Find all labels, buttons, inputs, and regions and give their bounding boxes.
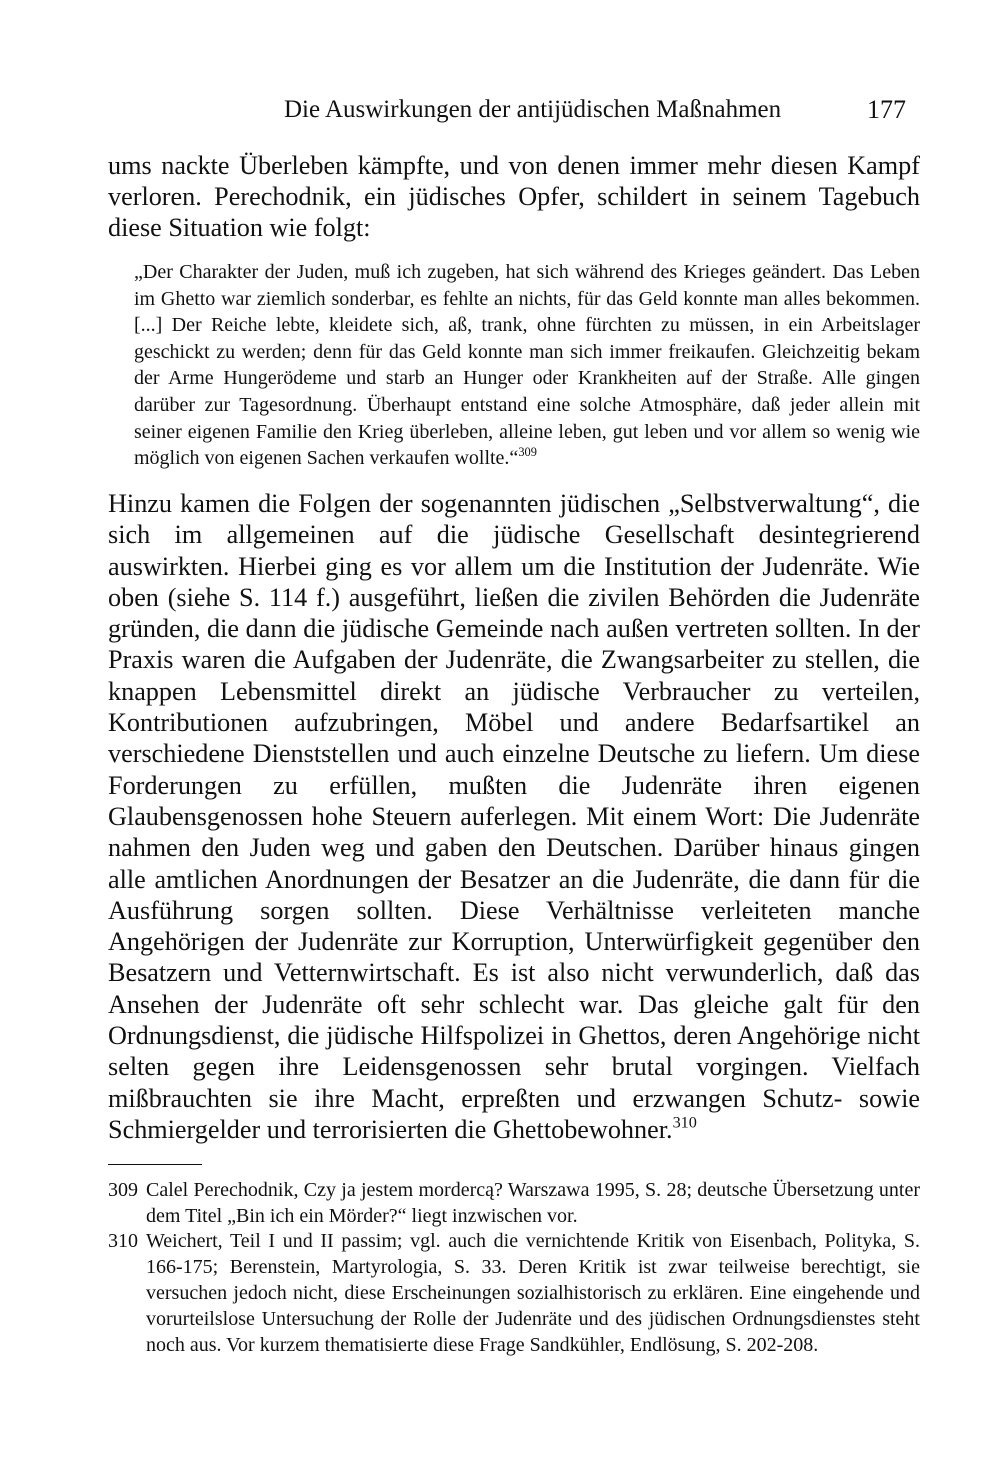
main-paragraph xyxy=(108,488,920,1145)
intro-paragraph xyxy=(108,150,920,244)
footnote-number: 310 xyxy=(108,1230,138,1252)
footnote-text: Weichert, Teil I und II passim; vgl. auch die vernichtende Kritik von Eisenbach, Polityka, S. 166-175; Berenstein, Martyrologia, S. 33. Deren Kritik ist zwar teilweise berechtigt, sie versuchen jedoch nicht, diese Erscheinungen sozialhistorisch zu erklären. Eine eingehende und vorurteilslose Untersuchung der Rolle der Judenräte und des jüdischen Ordnungsdienstes steht noch aus. Vor kurzem thematisierte diese Frage Sandkühler, Endlösung, S. 202-208. xyxy=(146,1230,920,1356)
main-paragraph-text: Hinzu kamen die Folgen der sogenannten jüdischen „Selbstverwaltung“, die sich im allgemeinen auf die jüdische Gesellschaft desintegrierend auswirkten. Hierbei ging es vor allem um die Institution der Judenräte. Wie oben (siehe S. 114 f.) ausgeführt, ließen die zivilen Behörden die Judenräte gründen, die dann die jüdische Gemeinde nach außen vertreten sollten. In der Praxis waren die Aufgaben der Judenräte, die Zwangsarbeiter zu stellen, die knappen Lebensmittel direkt an jüdische Verbraucher zu verteilen, Kontributionen aufzubringen, Möbel und andere Bedarfsartikel an verschiedene Dienststellen und auch einzelne Deutsche zu liefern. Um diese Forderungen zu erfüllen, mußten die Judenräte ihren eigenen Glaubensgenossen hohe Steuern auferlegen. Mit einem Wort: Die Judenräte nahmen den Juden weg und gaben den Deutschen. Darüber hinaus gingen alle amtlichen Anordnungen der Besatzer an die Judenräte, die dann für die Ausführung sorgen sollten. Diese Verhältnisse verleiteten manche Angehörigen der Judenräte zur Korruption, Unterwürfigkeit gegenüber den Besatzern und Vetternwirtschaft. Es ist also nicht verwunderlich, daß das Ansehen der Judenräte oft sehr schlecht war. Das gleiche galt für den Ordnungsdienst, die jüdische Hilfspolizei in Ghettos, deren Angehörige nicht selten gegen ihre Leidensgenossen sehr brutal vorgingen. Vielfach mißbrauchten sie ihre Macht, erpreßten und erzwangen Schutz- sowie Schmiergelder und terrorisierten die Ghettobewohner. xyxy=(108,489,920,1144)
footnote-309 xyxy=(108,1177,920,1229)
footnote-number: 309 xyxy=(108,1179,138,1201)
footnote-ref-310[interactable]: 310 xyxy=(672,1113,697,1132)
running-head xyxy=(108,92,920,128)
page-number: 177 xyxy=(867,95,906,124)
footnote-310 xyxy=(108,1228,920,1358)
running-head-title: Die Auswirkungen der antijüdischen Maßnahmen xyxy=(284,96,782,123)
footnote-ref-309[interactable]: 309 xyxy=(518,445,537,460)
block-quote xyxy=(134,259,920,472)
footnote-separator xyxy=(108,1164,202,1165)
block-quote-text: „Der Charakter der Juden, muß ich zugeben, hat sich während des Krieges geändert. Das Leben im Ghetto war ziemlich sonderbar, es fehlte an nichts, für das Geld konnte man alles bekommen. [...] Der Reiche lebte, kleidete sich, aß, trank, ohne fürchten zu müssen, in ein Arbeitslager geschickt zu werden; denn für das Geld konnte man sich immer freikaufen. Gleichzeitig bekam der Arme Hungerödeme und starb an Hunger oder Krankheiten auf der Straße. Alle gingen darüber zur Tagesordnung. Überhaupt entstand eine solche Atmosphäre, daß jeder allein mit seiner eigenen Familie den Krieg überleben, alleine leben, gut leben und vor allem so wenig wie möglich von eigenen Sachen verkaufen wollte.“ xyxy=(134,261,920,470)
intro-paragraph-text: ums nackte Überleben kämpfte, und von denen immer mehr diesen Kampf verloren. Perechodnik, ein jüdisches Opfer, schildert in seinem Tagebuch diese Situation wie folgt: xyxy=(108,151,920,243)
footnote-text: Calel Perechodnik, Czy ja jestem mordercą? Warszawa 1995, S. 28; deutsche Übersetzung unter dem Titel „Bin ich ein Mörder?“ liegt inzwischen vor. xyxy=(146,1179,920,1227)
